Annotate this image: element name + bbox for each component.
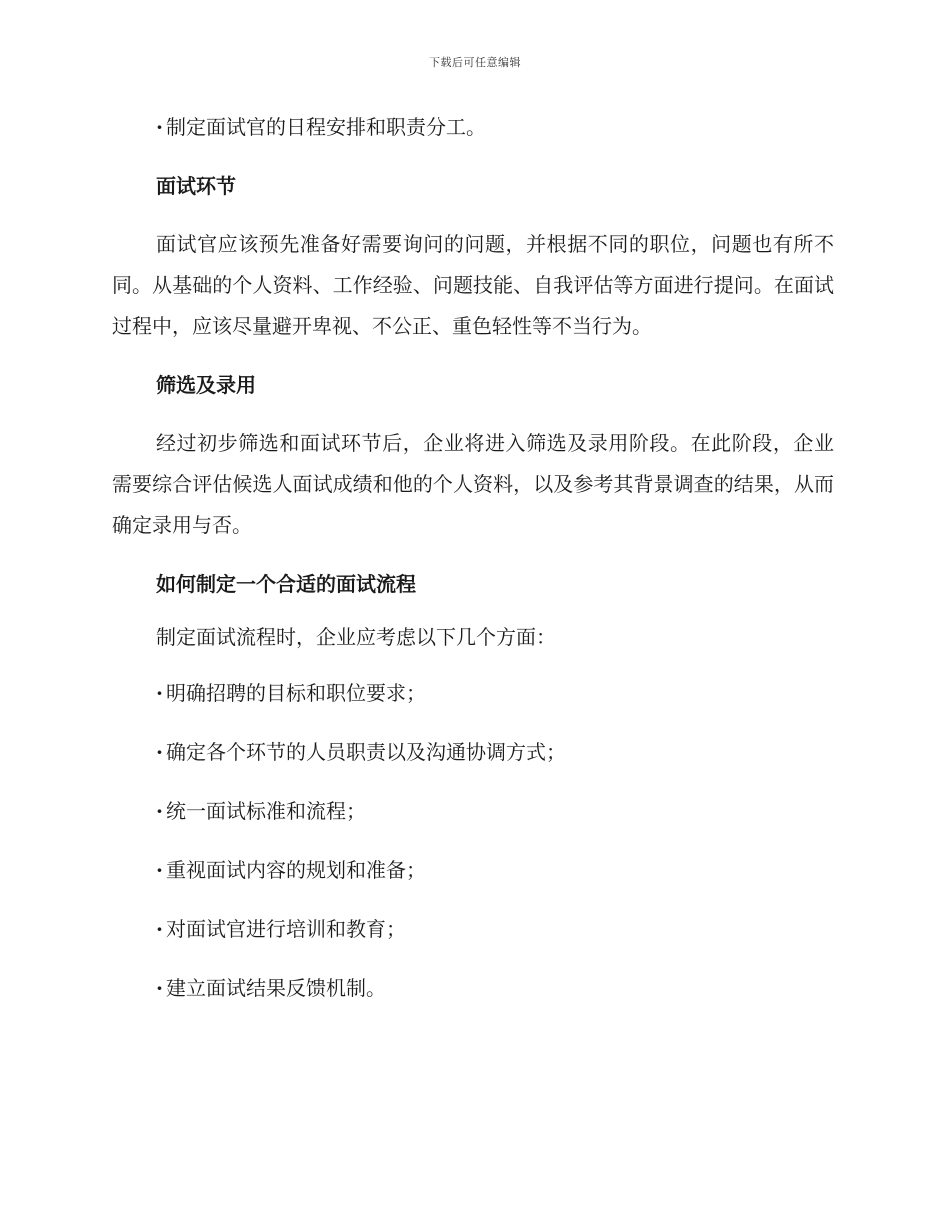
bullet-item (156, 678, 834, 708)
bullet-marker: · (156, 115, 163, 139)
bullet-item (156, 855, 834, 885)
bullet-marker: · (156, 976, 163, 1000)
bullet-marker: · (156, 740, 163, 764)
section-heading-interview: 面试环节 (156, 174, 236, 198)
bullet-text: 统一面试标准和流程； (166, 799, 366, 823)
page-header: 下载后可任意编辑 (429, 56, 521, 69)
document-body (112, 112, 834, 1032)
section-paragraph-interview: 面试官应该预先准备好需要询问的问题，并根据不同的职位，问题也有所不同。从基础的个人资料、工作经验、问题技能、自我评估等方面进行提问。在面试过程中，应该尽量避开卑视、不公正、重色轻性等不当行为。 (112, 232, 834, 338)
bullet-item (156, 112, 834, 142)
bullet-text: 确定各个环节的人员职责以及沟通协调方式； (166, 740, 566, 764)
bullet-item (156, 914, 834, 944)
bullet-marker: · (156, 681, 163, 705)
section-heading-process: 如何制定一个合适的面试流程 (156, 572, 416, 596)
bullet-text: 对面试官进行培训和教育； (166, 917, 406, 941)
bullet-item (156, 796, 834, 826)
bullet-text: 建立面试结果反馈机制。 (166, 976, 386, 1000)
bullet-text: 明确招聘的目标和职位要求； (166, 681, 426, 705)
section-intro-process: 制定面试流程时，企业应考虑以下几个方面： (156, 625, 556, 649)
section-heading-selection: 筛选及录用 (156, 373, 256, 397)
bullet-marker: · (156, 917, 163, 941)
bullet-text: 重视面试内容的规划和准备； (166, 858, 426, 882)
bullet-item (156, 737, 834, 767)
bullet-item (156, 973, 834, 1003)
section-paragraph-selection: 经过初步筛选和面试环节后，企业将进入筛选及录用阶段。在此阶段，企业需要综合评估候选人面试成绩和他的个人资料，以及参考其背景调查的结果，从而确定录用与否。 (112, 431, 834, 537)
bullet-text: 制定面试官的日程安排和职责分工。 (166, 115, 486, 139)
bullet-marker: · (156, 799, 163, 823)
bullet-marker: · (156, 858, 163, 882)
